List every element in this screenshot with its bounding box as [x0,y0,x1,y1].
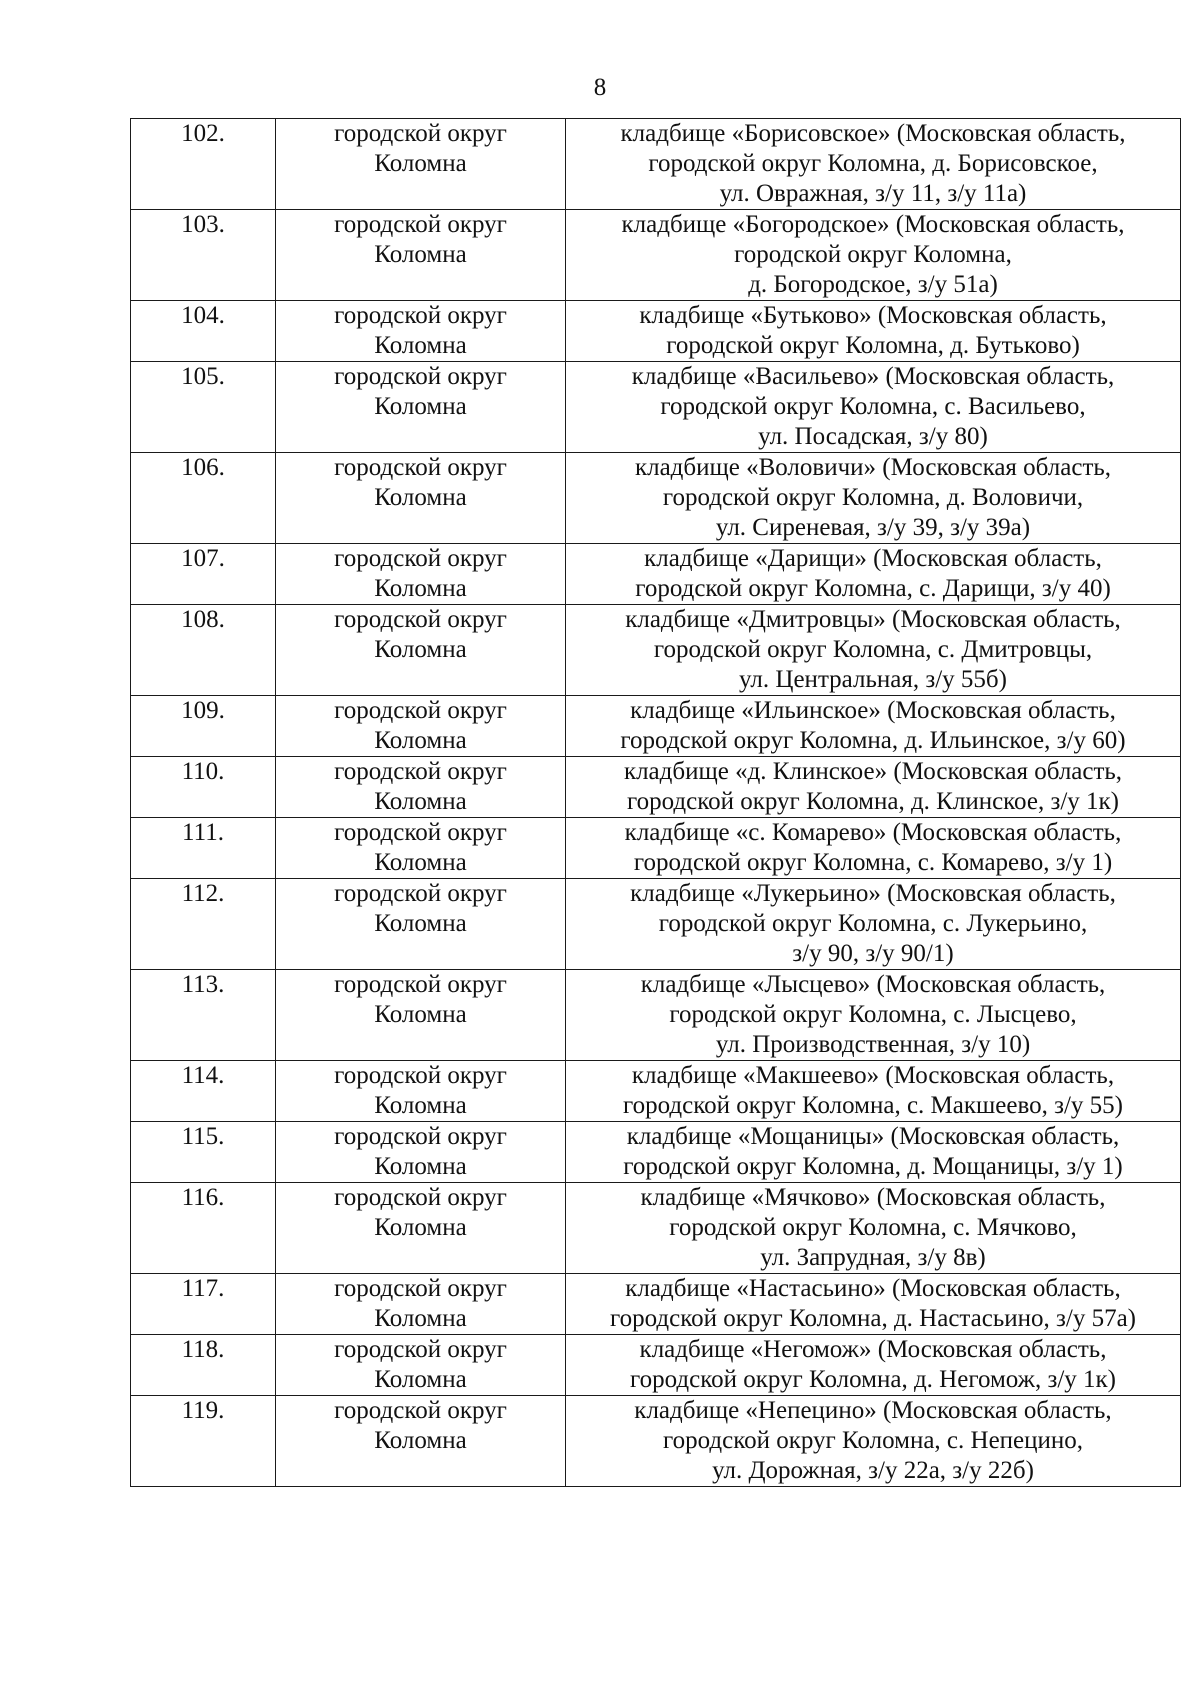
cemetery-description-line: городской округ Коломна, д. Воловичи, [662,484,1084,511]
district-line: городской округ [334,880,507,907]
row-number: 119. [181,1397,225,1424]
district-line: Коломна [374,910,467,937]
table-row [131,970,1181,1061]
cemetery-description-line: городской округ Коломна, с. Макшеево, з/у 55) [623,1092,1123,1119]
table-row [131,879,1181,970]
cemetery-description-line: кладбище «Мячково» (Московская область, [640,1184,1106,1211]
row-number: 102. [181,120,225,147]
cemetery-description-line: городской округ Коломна, с. Комарево, з/у 1) [633,849,1113,876]
table-row [131,301,1181,362]
cemetery-description-line: кладбище «Макшеево» (Московская область, [631,1062,1115,1089]
cemetery-description-cell [566,696,1181,757]
table-row [131,544,1181,605]
district-line: Коломна [374,1305,467,1332]
row-number-cell [131,362,276,453]
district-line: Коломна [374,1427,467,1454]
table-row [131,1183,1181,1274]
district-cell [276,210,566,301]
row-number-cell [131,818,276,879]
cemetery-description-cell [566,1274,1181,1335]
district-line: городской округ [334,1336,507,1363]
row-number: 110. [181,758,225,785]
district-line: городской округ [334,120,507,147]
row-number-cell [131,970,276,1061]
cemetery-description-cell [566,1061,1181,1122]
district-line: Коломна [374,575,467,602]
row-number-cell [131,301,276,362]
cemetery-description-cell [566,1122,1181,1183]
district-cell [276,818,566,879]
district-line: городской округ [334,758,507,785]
row-number-cell [131,879,276,970]
cemetery-description-line: кладбище «Настасьино» (Московская область, [625,1275,1121,1302]
table-row [131,696,1181,757]
cemetery-description-line: ул. Запрудная, з/у 8в) [760,1244,986,1271]
cemetery-description-line: кладбище «Богородское» (Московская область, [621,211,1125,238]
row-number: 118. [181,1336,225,1363]
table-row [131,1122,1181,1183]
cemetery-description-line: городской округ Коломна, д. Ильинское, з/у 60) [620,727,1126,754]
district-cell [276,1183,566,1274]
district-line: городской округ [334,302,507,329]
district-line: Коломна [374,788,467,815]
cemetery-description-line: городской округ Коломна, д. Мощаницы, з/у 1) [623,1153,1123,1180]
cemetery-description-line: кладбище «Лысцево» (Московская область, [640,971,1106,998]
cemetery-description-line: кладбище «Лукерьино» (Московская область, [630,880,1116,907]
cemetery-description-line: городской округ Коломна, д. Настасьино, з/у 57а) [610,1305,1136,1332]
row-number: 111. [182,819,224,846]
district-line: Коломна [374,1366,467,1393]
row-number: 105. [181,363,225,390]
cemetery-description-line: кладбище «Дарищи» (Московская область, [644,545,1102,572]
district-line: городской округ [334,545,507,572]
cemetery-description-cell [566,818,1181,879]
table-row [131,1061,1181,1122]
page-number: 8 [593,74,607,101]
row-number-cell [131,605,276,696]
district-cell [276,970,566,1061]
district-line: городской округ [334,697,507,724]
row-number: 114. [181,1062,225,1089]
row-number-cell [131,1335,276,1396]
cemetery-description-line: кладбище «с. Комарево» (Московская область, [624,819,1122,846]
district-line: городской округ [334,1123,507,1150]
cemetery-description-line: ул. Посадская, з/у 80) [758,423,988,450]
district-line: городской округ [334,363,507,390]
district-line: Коломна [374,484,467,511]
district-line: городской округ [334,1184,507,1211]
cemetery-description-line: ул. Производственная, з/у 10) [715,1031,1031,1058]
district-cell [276,1335,566,1396]
district-line: Коломна [374,636,467,663]
row-number: 104. [181,302,225,329]
district-line: городской округ [334,1397,507,1424]
cemetery-description-line: городской округ Коломна, с. Мячково, [669,1214,1077,1241]
table-row [131,818,1181,879]
district-line: Коломна [374,150,467,177]
cemetery-description-line: ул. Дорожная, з/у 22а, з/у 22б) [712,1457,1034,1484]
cemetery-description-cell [566,210,1181,301]
cemetery-description-line: з/у 90, з/у 90/1) [792,940,954,967]
table-row [131,1335,1181,1396]
row-number: 112. [181,880,225,907]
row-number-cell [131,696,276,757]
district-line: Коломна [374,1092,467,1119]
cemetery-table [130,118,1181,1487]
row-number: 113. [181,971,225,998]
cemetery-description-line: ул. Сиреневая, з/у 39, з/у 39а) [715,514,1031,541]
district-cell [276,757,566,818]
cemetery-description-line: кладбище «Мощаницы» (Московская область, [626,1123,1120,1150]
row-number-cell [131,757,276,818]
district-cell [276,1396,566,1487]
cemetery-description-line: кладбище «Борисовское» (Московская область, [620,120,1126,147]
district-cell [276,1122,566,1183]
cemetery-description-line: городской округ Коломна, с. Лукерьино, [658,910,1088,937]
district-line: городской округ [334,606,507,633]
cemetery-description-line: кладбище «Воловичи» (Московская область, [634,454,1112,481]
district-line: городской округ [334,211,507,238]
row-number: 107. [181,545,225,572]
row-number-cell [131,210,276,301]
cemetery-description-cell [566,879,1181,970]
row-number: 106. [181,454,225,481]
district-line: городской округ [334,454,507,481]
cemetery-description-line: городской округ Коломна, с. Лысцево, [669,1001,1077,1028]
cemetery-description-line: д. Богородское, з/у 51а) [748,271,998,298]
district-line: городской округ [334,1275,507,1302]
cemetery-description-line: городской округ Коломна, д. Бутьково) [666,332,1080,359]
district-cell [276,1274,566,1335]
district-line: Коломна [374,393,467,420]
cemetery-description-cell [566,119,1181,210]
cemetery-description-cell [566,362,1181,453]
row-number-cell [131,1396,276,1487]
district-line: Коломна [374,241,467,268]
table-row [131,453,1181,544]
cemetery-description-cell [566,605,1181,696]
table-row [131,119,1181,210]
cemetery-description-line: кладбище «Васильево» (Московская область, [631,363,1115,390]
cemetery-description-cell [566,453,1181,544]
cemetery-description-line: ул. Центральная, з/у 55б) [739,666,1007,693]
district-cell [276,301,566,362]
cemetery-description-cell [566,1396,1181,1487]
cemetery-description-line: кладбище «д. Клинское» (Московская область, [623,758,1123,785]
cemetery-description-cell [566,1335,1181,1396]
table-row [131,757,1181,818]
district-line: Коломна [374,332,467,359]
table-row [131,1396,1181,1487]
row-number-cell [131,119,276,210]
cemetery-description-line: ул. Овражная, з/у 11, з/у 11а) [719,180,1027,207]
district-cell [276,879,566,970]
row-number: 117. [181,1275,225,1302]
row-number-cell [131,453,276,544]
district-cell [276,544,566,605]
district-line: городской округ [334,971,507,998]
row-number: 116. [181,1184,225,1211]
cemetery-description-line: городской округ Коломна, с. Дмитровцы, [653,636,1093,663]
cemetery-description-cell [566,1183,1181,1274]
table-row [131,605,1181,696]
district-cell [276,1061,566,1122]
table-row [131,210,1181,301]
district-line: городской округ [334,819,507,846]
cemetery-description-line: кладбище «Дмитровцы» (Московская область, [625,606,1121,633]
district-line: Коломна [374,1153,467,1180]
district-cell [276,605,566,696]
cemetery-description-line: городской округ Коломна, с. Васильево, [660,393,1086,420]
row-number-cell [131,1061,276,1122]
district-cell [276,696,566,757]
cemetery-description-line: городской округ Коломна, [734,241,1012,268]
cemetery-description-line: городской округ Коломна, д. Борисовское, [648,150,1098,177]
row-number: 108. [181,606,225,633]
cemetery-description-line: городской округ Коломна, д. Негомож, з/у 1к) [630,1366,1116,1393]
district-line: Коломна [374,727,467,754]
cemetery-description-line: кладбище «Ильинское» (Московская область, [630,697,1116,724]
row-number-cell [131,1122,276,1183]
district-line: Коломна [374,1001,467,1028]
row-number-cell [131,544,276,605]
district-cell [276,453,566,544]
district-line: Коломна [374,1214,467,1241]
cemetery-description-line: городской округ Коломна, д. Клинское, з/у 1к) [627,788,1119,815]
table-body [131,119,1181,1487]
cemetery-description-line: кладбище «Бутьково» (Московская область, [639,302,1107,329]
cemetery-description-cell [566,970,1181,1061]
cemetery-description-line: кладбище «Негомож» (Московская область, [639,1336,1107,1363]
district-line: городской округ [334,1062,507,1089]
cemetery-description-line: кладбище «Непецино» (Московская область, [634,1397,1112,1424]
table-row [131,1274,1181,1335]
row-number-cell [131,1183,276,1274]
district-line: Коломна [374,849,467,876]
cemetery-description-cell [566,301,1181,362]
district-cell [276,119,566,210]
cemetery-description-line: городской округ Коломна, с. Дарищи, з/у 40) [635,575,1111,602]
district-cell [276,362,566,453]
row-number: 103. [181,211,225,238]
cemetery-description-line: городской округ Коломна, с. Непецино, [662,1427,1084,1454]
row-number-cell [131,1274,276,1335]
row-number: 109. [181,697,225,724]
table-row [131,362,1181,453]
cemetery-description-cell [566,544,1181,605]
row-number: 115. [181,1123,225,1150]
cemetery-description-cell [566,757,1181,818]
